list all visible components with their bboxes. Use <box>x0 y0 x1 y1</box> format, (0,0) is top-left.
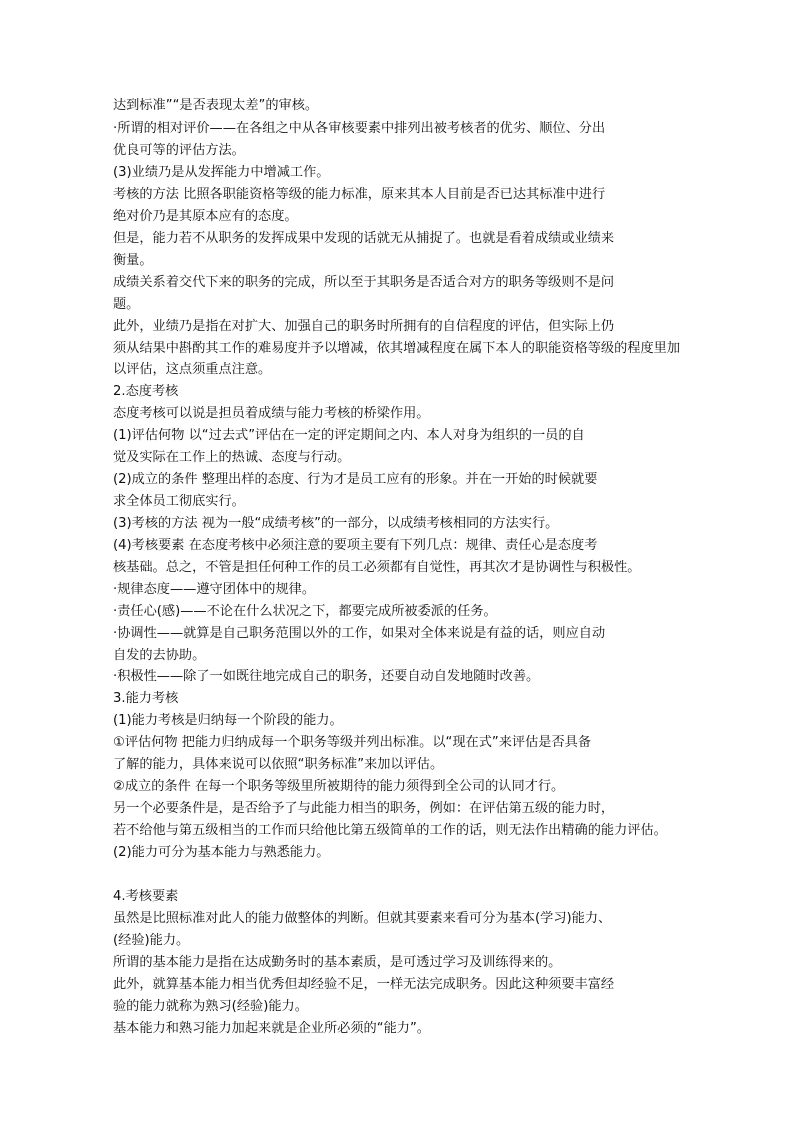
text-line: 虽然是比照标准对此人的能力做整体的判断。但就其要素来看可分为基本(学习)能力、 <box>113 911 612 926</box>
text-line: (经验)能力。 <box>113 933 190 948</box>
section-heading: 3.能力考核 <box>113 691 179 706</box>
text-line: 以评估，这点须重点注意。 <box>113 362 272 377</box>
text-line: 态度考核可以说是担员着成绩与能力考核的桥梁作用。 <box>113 406 430 421</box>
text-line: 达到标准”“是否表现太差”的审核。 <box>113 98 319 113</box>
text-line: 另一个必要条件是，是否给予了与此能力相当的职务，例如：在评估第五级的能力时， <box>113 801 615 816</box>
text-line: (3)业绩乃是从发挥能力中增减工作。 <box>113 165 330 180</box>
text-line: ·积极性——除了一如既往地完成自己的职务，还要自动自发地随时改善。 <box>113 669 540 684</box>
text-line: 核基础。总之，不管是担任何种工作的员工必须都有自觉性，再其次才是协调性与积极性。 <box>113 560 641 575</box>
text-line: 题。 <box>113 297 140 312</box>
text-line: 衡量。 <box>113 253 153 268</box>
text-line: 此外，业绩乃是指在对扩大、加强自己的职务时所拥有的自信程度的评估，但实际上仍 <box>113 319 615 334</box>
text-line: 验的能力就称为熟习(经验)能力。 <box>113 999 308 1014</box>
text-line: 自发的去协助。 <box>113 648 206 663</box>
text-line: 成绩关系着交代下来的职务的完成，所以至于其职务是否适合对方的职务等级则不是问 <box>113 275 615 290</box>
text-line: (1)评估何物 以“过去式”评估在一定的评定期间之内、本人对身为组织的一员的自 <box>113 428 585 443</box>
text-line: 须从结果中斟酌其工作的难易度并予以增减，依其增减程度在属下本人的职能资格等级的程度里加 <box>113 341 681 356</box>
text-line: 基本能力和熟习能力加起来就是企业所必须的“能力”。 <box>113 1021 430 1036</box>
text-line: ·责任心(感)——不论在什么状况之下，都要完成所被委派的任务。 <box>113 604 497 619</box>
text-line: (2)能力可分为基本能力与熟悉能力。 <box>113 845 330 860</box>
text-line: 但是，能力若不从职务的发挥成果中发现的话就无从捕捉了。也就是看着成绩或业绩来 <box>113 231 615 246</box>
text-line: (2)成立的条件 整理出样的态度、行为才是员工应有的形象。并在一开始的时候就要 <box>113 472 598 487</box>
text-line: 此外，就算基本能力相当优秀但却经验不足，一样无法完成职务。因此这种须要丰富经 <box>113 977 615 992</box>
text-line: 了解的能力，具体来说可以依照“职务标准”来加以评估。 <box>113 757 444 772</box>
text-line: (4)考核要素 在态度考核中必须注意的要项主要有下列几点：规律、责任心是态度考 <box>113 538 598 553</box>
text-line: (1)能力考核是归纳每一个阶段的能力。 <box>113 713 343 728</box>
text-line: 考核的方法 比照各职能资格等级的能力标准，原来其本人目前是否已达其标准中进行 <box>113 187 606 202</box>
text-line: 优良可等的评估方法。 <box>113 143 245 158</box>
text-line: ·协调性——就算是自己职务范围以外的工作，如果对全体来说是有益的话，则应自动 <box>113 626 606 641</box>
text-line: (3)考核的方法 视为一般“成绩考核”的一部分，以成绩考核相同的方法实行。 <box>113 516 559 531</box>
text-line: 若不给他与第五级相当的工作而只给他比第五级简单的工作的话，则无法作出精确的能力评估。 <box>113 823 667 838</box>
section-heading: 2.态度考核 <box>113 384 179 399</box>
text-line: 觉及实际在工作上的热诚、态度与行动。 <box>113 450 351 465</box>
section-heading: 4.考核要素 <box>113 889 179 904</box>
text-line: ·规律态度——遵守团体中的规律。 <box>113 582 316 597</box>
text-line: 绝对价乃是其原本应有的态度。 <box>113 209 298 224</box>
text-line: 所谓的基本能力是指在达成勤务时的基本素质，是可透过学习及训练得来的。 <box>113 955 562 970</box>
text-line: ②成立的条件 在每一个职务等级里所被期待的能力须得到全公司的认同才行。 <box>113 779 565 794</box>
text-line: 求全体员工彻底实行。 <box>113 494 245 509</box>
text-line: ①评估何物 把能力归纳成每一个职务等级并列出标准。以“现在式”来评估是否具备 <box>113 735 592 750</box>
text-line: ·所谓的相对评价——在各组之中从各审核要素中排列出被考核者的优劣、顺位、分出 <box>113 121 606 136</box>
